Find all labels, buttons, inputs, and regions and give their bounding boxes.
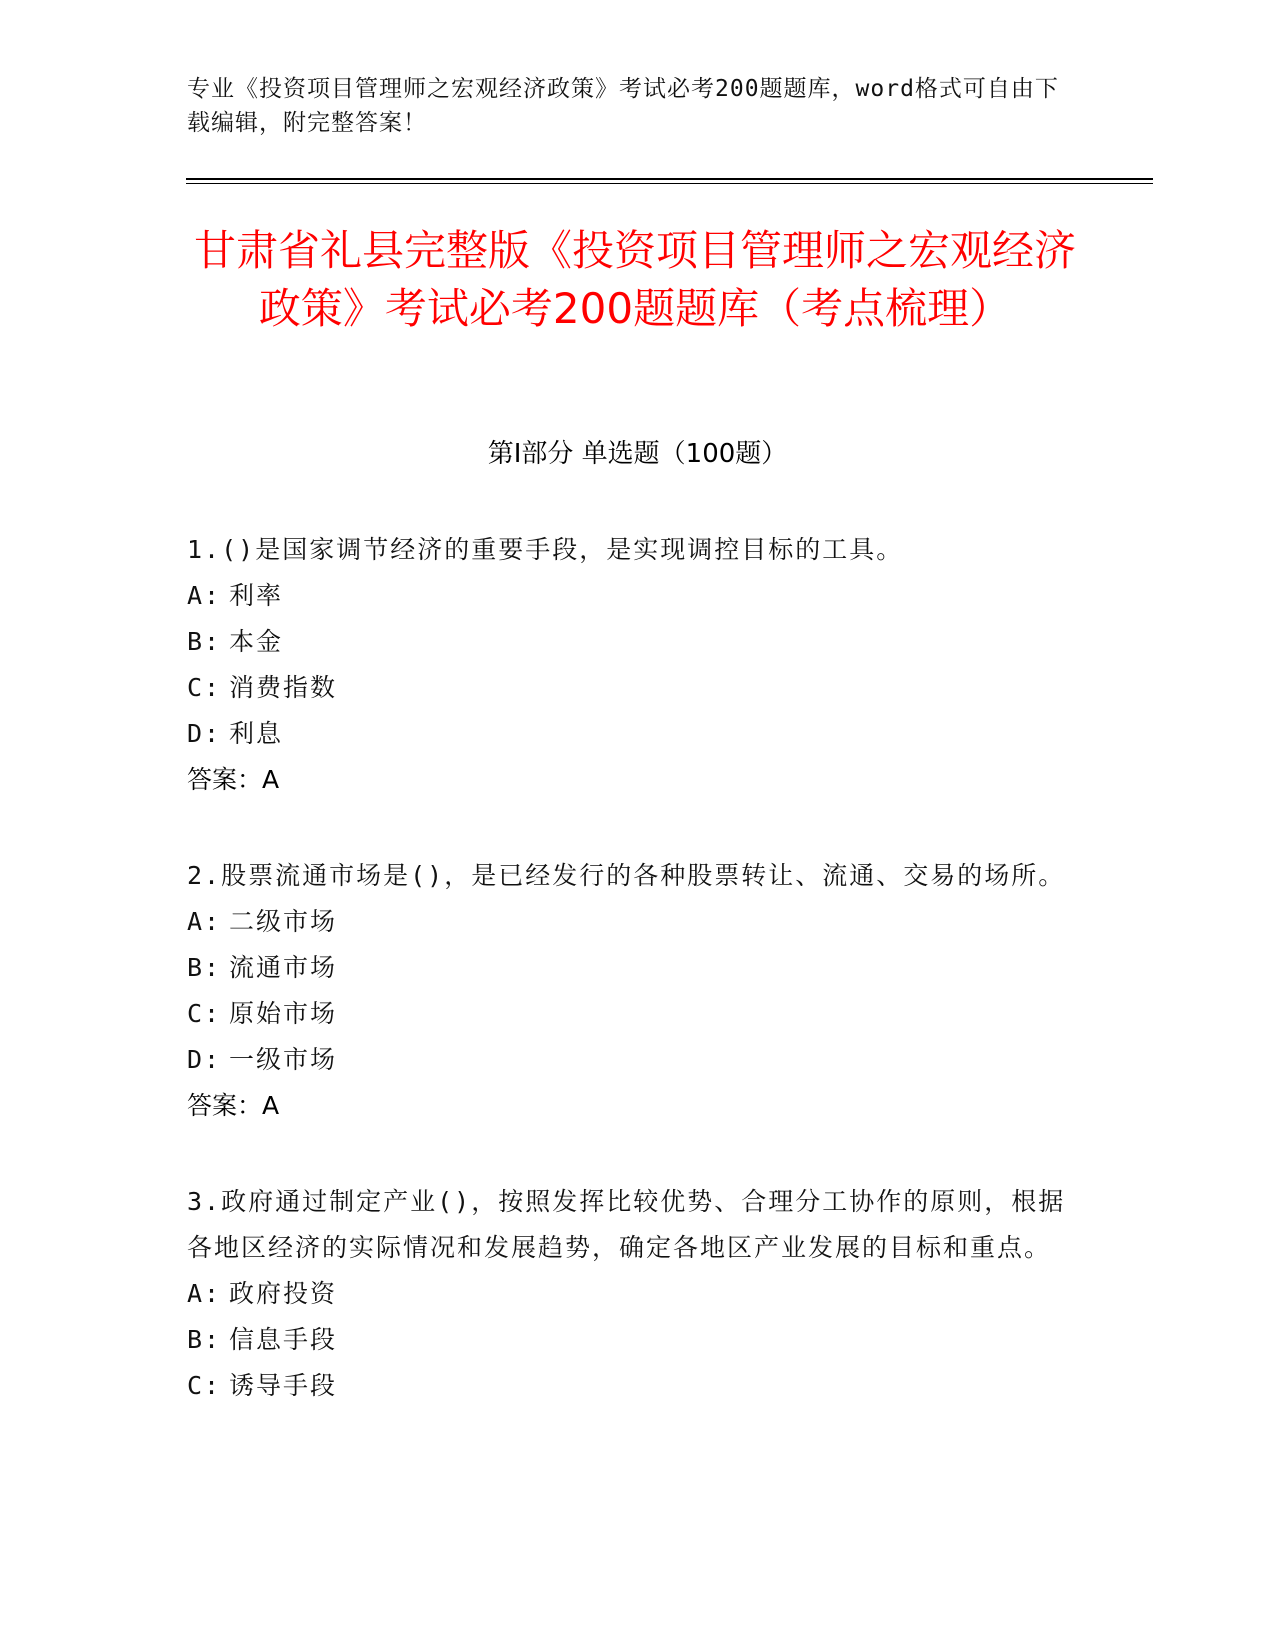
option-text: 政府投资 bbox=[229, 1279, 338, 1308]
question-1 bbox=[187, 527, 1067, 803]
header-note: 专业《投资项目管理师之宏观经济政策》考试必考200题题库，word格式可自由下载编辑，附完整答案！ bbox=[187, 76, 1059, 136]
question-list bbox=[187, 527, 1067, 1459]
header-rule-thick bbox=[186, 178, 1153, 180]
option-text: 消费指数 bbox=[229, 673, 338, 702]
answer-label: 答案： bbox=[187, 765, 263, 794]
question-text: 1.()是国家调节经济的重要手段，是实现调控目标的工具。 bbox=[187, 535, 904, 564]
question-text: 2.股票流通市场是()，是已经发行的各种股票转让、流通、交易的场所。 bbox=[187, 861, 1066, 890]
question-text: 3.政府通过制定产业()，按照发挥比较优势、合理分工协作的原则，根据各地区经济的实际情况和发展趋势，确定各地区产业发展的目标和重点。 bbox=[187, 1187, 1066, 1262]
option-text: 本金 bbox=[229, 627, 284, 656]
option-key: B: bbox=[187, 627, 222, 656]
answer bbox=[187, 1083, 1067, 1129]
question-3 bbox=[187, 1179, 1067, 1409]
answer-value: A bbox=[262, 765, 280, 794]
option-key: C: bbox=[187, 999, 222, 1028]
question-2 bbox=[187, 853, 1067, 1129]
option-a bbox=[187, 899, 1067, 945]
option-text: 一级市场 bbox=[229, 1045, 338, 1074]
option-key: A: bbox=[187, 1279, 222, 1308]
option-key: C: bbox=[187, 1371, 222, 1400]
option-key: A: bbox=[187, 581, 222, 610]
option-key: D: bbox=[187, 719, 222, 748]
answer-value: A bbox=[262, 1091, 280, 1120]
option-c bbox=[187, 991, 1067, 1037]
option-a bbox=[187, 1271, 1067, 1317]
option-key: B: bbox=[187, 1325, 222, 1354]
option-a bbox=[187, 573, 1067, 619]
section-title: 第I部分 单选题（100题） bbox=[487, 439, 788, 469]
option-text: 原始市场 bbox=[229, 999, 338, 1028]
document-title: 甘肃省礼县完整版《投资项目管理师之宏观经济政策》考试必考200题题库（考点梳理） bbox=[193, 226, 1076, 333]
option-d bbox=[187, 711, 1067, 757]
option-text: 流通市场 bbox=[229, 953, 338, 982]
answer bbox=[187, 757, 1067, 803]
option-text: 利率 bbox=[229, 581, 284, 610]
option-key: A: bbox=[187, 907, 222, 936]
option-b bbox=[187, 619, 1067, 665]
option-b bbox=[187, 945, 1067, 991]
option-text: 二级市场 bbox=[229, 907, 338, 936]
option-key: C: bbox=[187, 673, 222, 702]
option-b bbox=[187, 1317, 1067, 1363]
header-rule-thin bbox=[186, 183, 1153, 184]
option-text: 诱导手段 bbox=[229, 1371, 338, 1400]
option-c bbox=[187, 1363, 1067, 1409]
option-key: B: bbox=[187, 953, 222, 982]
option-c bbox=[187, 665, 1067, 711]
option-d bbox=[187, 1037, 1067, 1083]
option-text: 利息 bbox=[229, 719, 284, 748]
option-text: 信息手段 bbox=[229, 1325, 338, 1354]
option-key: D: bbox=[187, 1045, 222, 1074]
answer-label: 答案： bbox=[187, 1091, 263, 1120]
